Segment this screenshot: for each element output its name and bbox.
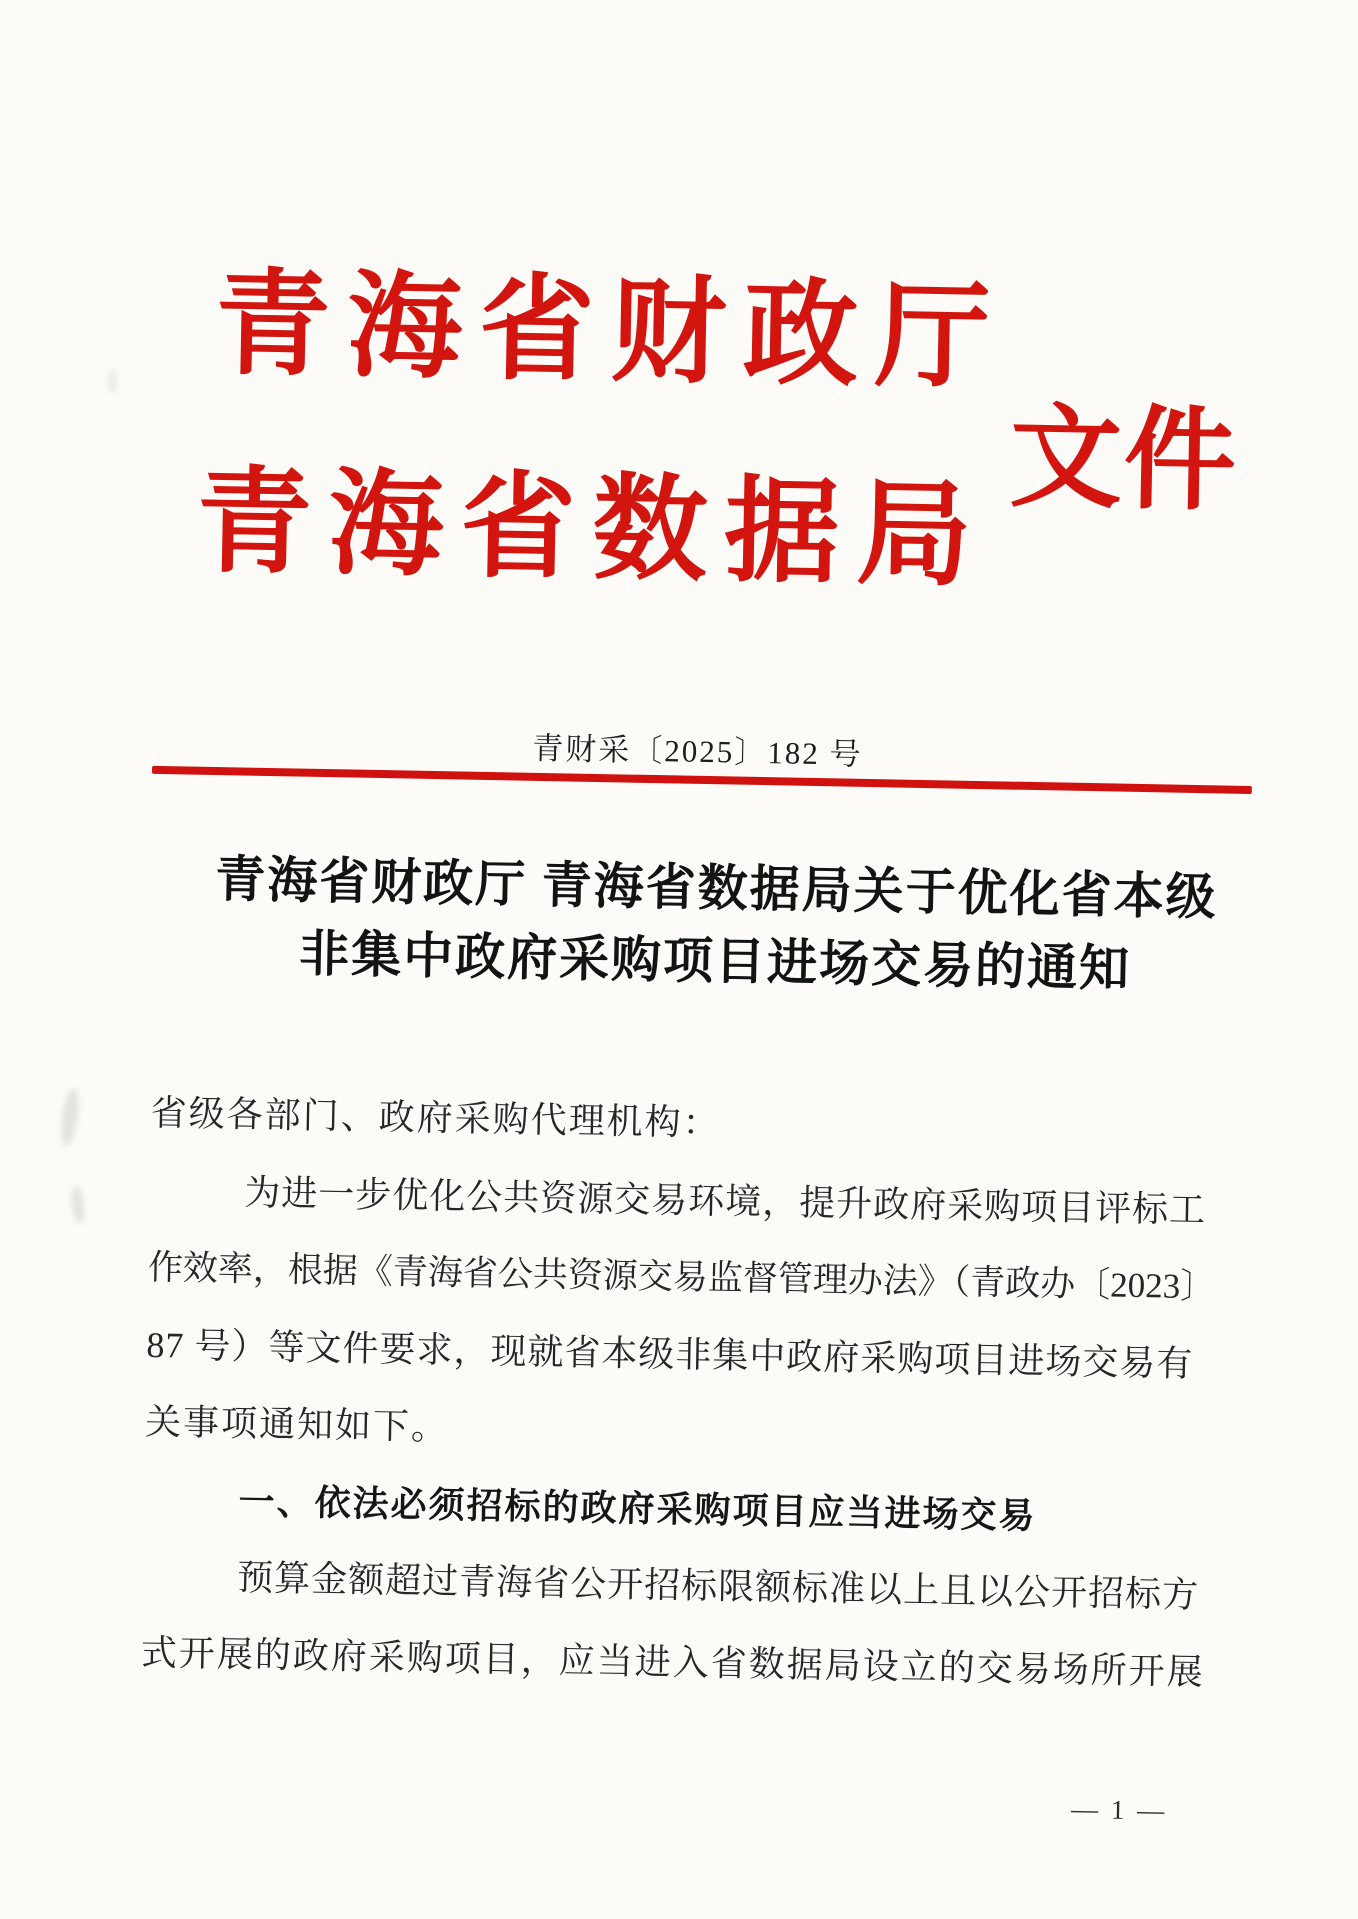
doc-reference-number: 青财采〔2025〕182 号 <box>532 730 863 772</box>
issuing-org-finance: 青海省财政厅 <box>214 260 1009 403</box>
salutation-line: 省级各部门、政府采购代理机构： <box>150 1092 722 1144</box>
body-line: 关事项通知如下。 <box>144 1401 450 1448</box>
page-number: — 1 — <box>1070 1793 1168 1826</box>
body-line: 式开展的政府采购项目，应当进入省数据局设立的交易场所开展 <box>140 1632 1206 1693</box>
scan-artifact <box>108 368 117 394</box>
body-line: 87 号）等文件要求，现就省本级非集中政府采购项目进场交易有 <box>146 1324 1194 1385</box>
doc-title-line-2: 非集中政府采购项目进场交易的通知 <box>298 925 1132 997</box>
issuing-org-data-bureau: 青海省数据局 <box>195 458 990 601</box>
body-line: 预算金额超过青海省公开招标限额标准以上且以公开招标方 <box>236 1557 1200 1616</box>
section-heading-1: 一、依法必须招标的政府采购项目应当进场交易 <box>238 1480 1037 1537</box>
body-line: 作效率，根据《青海省公共资源交易监督管理办法》（青政办〔2023〕 <box>147 1247 1216 1307</box>
doc-type-label: 文件 <box>1008 396 1239 525</box>
doc-title-line-1: 青海省财政厅 青海省数据局关于优化省本级 <box>214 851 1219 926</box>
body-line: 为进一步优化公共资源交易环境，提升政府采购项目评标工 <box>243 1172 1207 1231</box>
